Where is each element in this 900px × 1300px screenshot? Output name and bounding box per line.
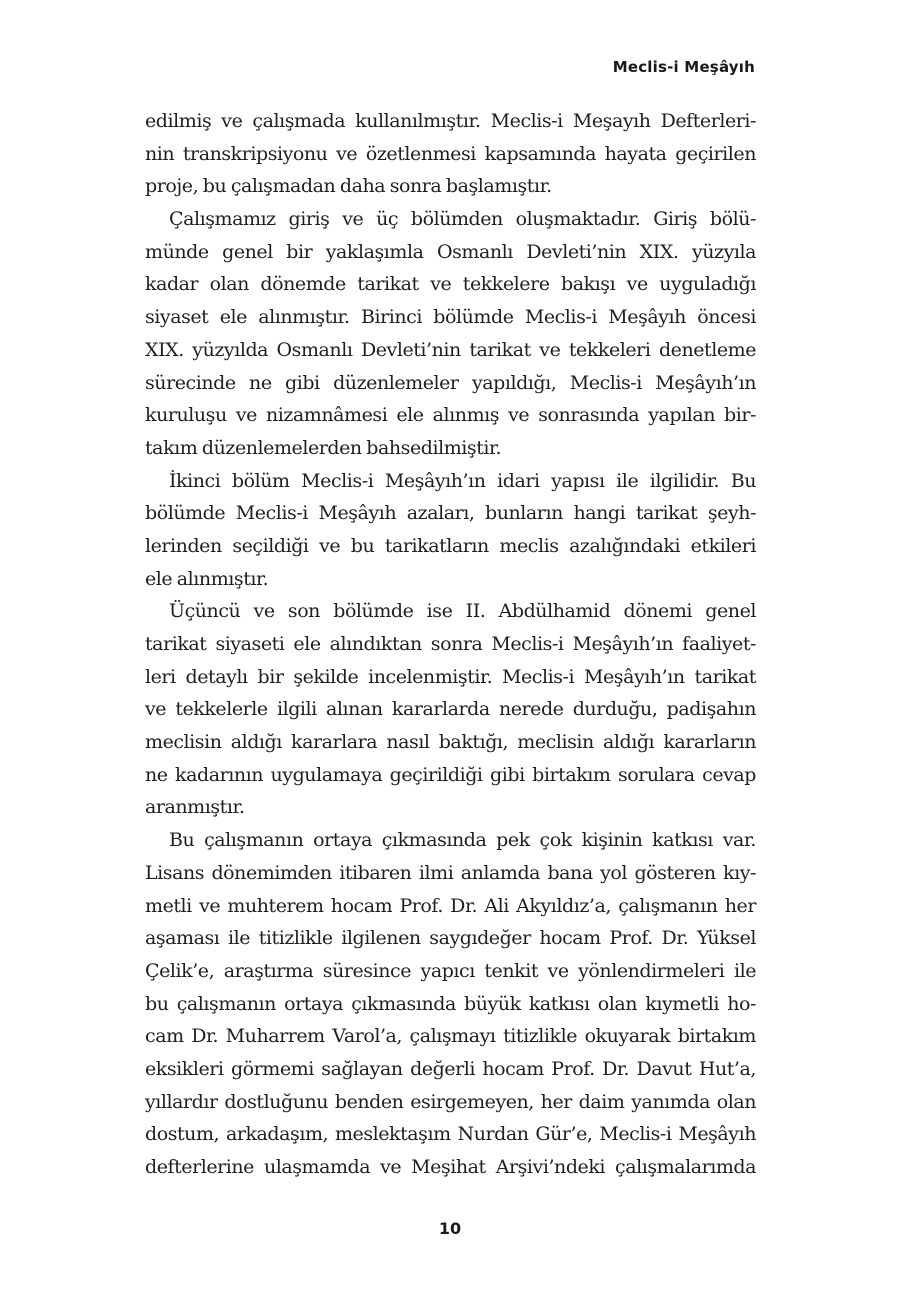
text-line: takım düzenlemelerden bahsedilmiştir.: [145, 436, 502, 459]
text-line: nin transkripsiyonu ve özetlenmesi kapsamında hayata geçirilen: [145, 142, 756, 165]
paragraph: [145, 595, 756, 824]
text-line: XIX. yüzyılda Osmanlı Devleti’nin tarikat ve tekkeleri denetleme: [145, 338, 756, 361]
text-line: cam Dr. Muharrem Varol’a, çalışmayı titizlikle okuyarak birtakım: [145, 1025, 756, 1048]
text-line: ne kadarının uygulamaya geçirildiği gibi birtakım sorulara cevap: [145, 763, 756, 786]
paragraph: [145, 203, 756, 465]
text-line: Üçüncü ve son bölümde ise II. Abdülhamid dönemi genel: [169, 600, 756, 623]
text-line: Çalışmamız giriş ve üç bölümden oluşmaktadır. Giriş bölü-: [169, 208, 756, 231]
text-line: bölümde Meclis-i Meşâyıh azaları, bunların hangi tarikat şeyh-: [145, 502, 756, 525]
text-line: aranmıştır.: [145, 796, 245, 819]
text-line: tarikat siyaseti ele alındıktan sonra Meclis-i Meşâyıh’ın faaliyet-: [145, 633, 756, 655]
text-line: ve tekkelerle ilgili alınan kararlarda nerede durduğu, padişahın: [145, 698, 756, 721]
text-line: bu çalışmanın ortaya çıkmasında büyük katkısı olan kıymetli ho-: [145, 992, 756, 1015]
text-line: lerinden seçildiği ve bu tarikatların meclis azalığındaki etkileri: [145, 534, 756, 557]
text-line: siyaset ele alınmıştır. Birinci bölümde Meclis-i Meşâyıh öncesi: [145, 306, 756, 329]
running-header-title: Meclis-i Meşâyıh: [612, 58, 755, 76]
page-number: 10: [438, 1219, 462, 1238]
text-line: sürecinde ne gibi düzenlemeler yapıldığı, Meclis-i Meşâyıh’ın: [145, 371, 756, 394]
text-line: ele alınmıştır.: [145, 567, 269, 590]
text-line: İkinci bölüm Meclis-i Meşâyıh’ın idari yapısı ile ilgilidir. Bu: [169, 469, 756, 492]
text-line: metli ve muhterem hocam Prof. Dr. Ali Akyıldız’a, çalışmanın her: [145, 894, 756, 917]
text-line: meclisin aldığı kararlara nasıl baktığı, meclisin aldığı kararların: [145, 731, 756, 754]
text-line: Lisans dönemimden itibaren ilmi anlamda bana yol gösteren kıy-: [145, 861, 756, 884]
text-line: münde genel bir yaklaşımla Osmanlı Devleti’nin XIX. yüzyıla: [145, 240, 756, 263]
text-line: kadar olan dönemde tarikat ve tekkelere bakışı ve uyguladığı: [145, 273, 756, 296]
text-line: edilmiş ve çalışmada kullanılmıştır. Meclis-i Meşayıh Defterleri-: [145, 110, 756, 132]
text-line: proje, bu çalışmadan daha sonra başlamıştır.: [145, 175, 552, 198]
body-text: [145, 105, 756, 1184]
text-line: defterlerine ulaşmamda ve Meşihat Arşivi’ndeki çalışmalarımda: [145, 1156, 756, 1178]
text-line: yıllardır dostluğunu benden esirgemeyen, her daim yanımda olan: [145, 1090, 756, 1113]
text-line: eksikleri görmemi sağlayan değerli hocam Prof. Dr. Davut Hut’a,: [145, 1057, 756, 1080]
text-line: aşaması ile titizlikle ilgilenen saygıdeğer hocam Prof. Dr. Yüksel: [145, 927, 756, 950]
text-line: Çelik’e, araştırma süresince yapıcı tenkit ve yönlendirmeleri ile: [145, 959, 756, 982]
text-line: leri detaylı bir şekilde incelenmiştir. Meclis-i Meşâyıh’ın tarikat: [145, 665, 756, 688]
text-line: dostum, arkadaşım, meslektaşım Nurdan Gür’e, Meclis-i Meşâyıh: [145, 1123, 756, 1146]
paragraph: [145, 824, 756, 1184]
paragraph: [145, 105, 756, 203]
paragraph: [145, 465, 756, 596]
text-line: Bu çalışmanın ortaya çıkmasında pek çok kişinin katkısı var.: [169, 829, 756, 852]
text-line: kuruluşu ve nizamnâmesi ele alınmış ve sonrasında yapılan bir-: [145, 404, 756, 427]
